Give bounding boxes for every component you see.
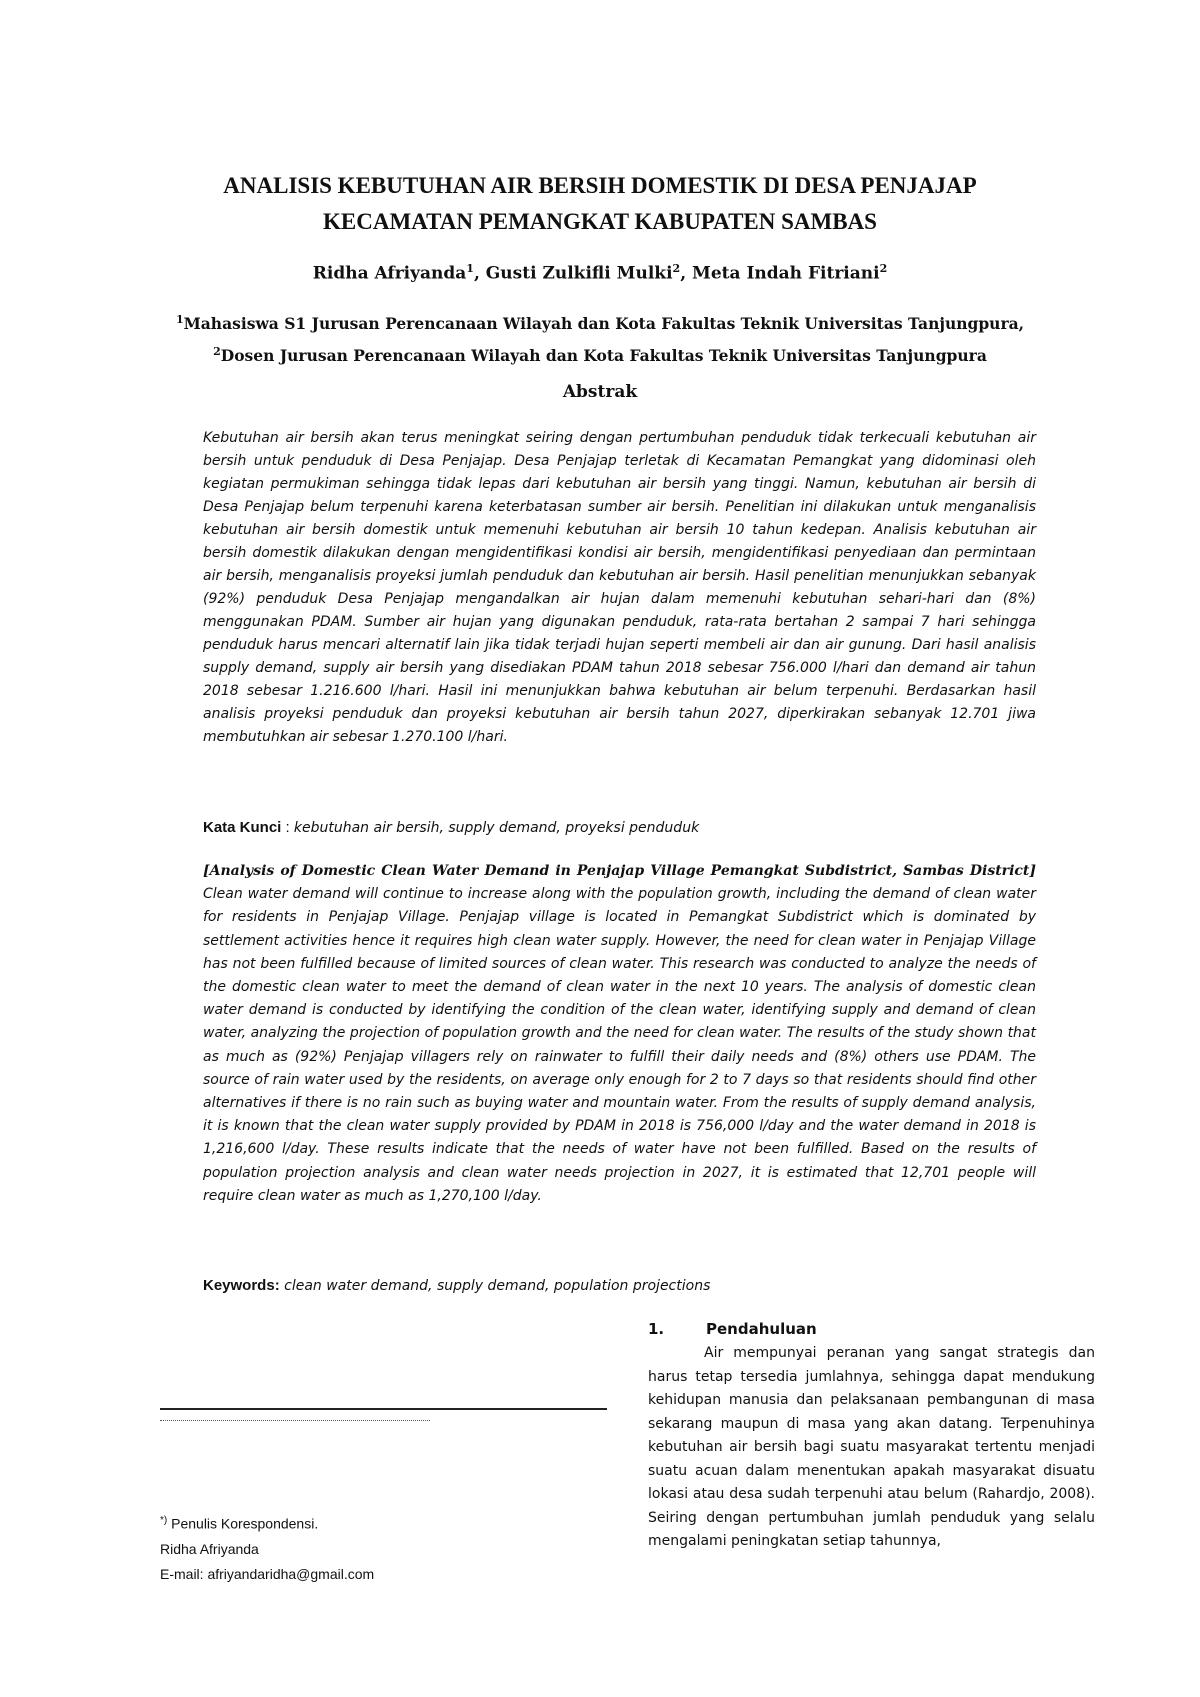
keywords-english [203, 1275, 1036, 1297]
keywords-label: Keywords: [203, 1277, 280, 1294]
section-number: 1. [648, 1320, 665, 1338]
footnote-separator [160, 1408, 607, 1410]
abstract-english [203, 860, 1036, 1208]
paper-title [120, 168, 1080, 240]
footnote [160, 1508, 600, 1587]
footnote-dotted-line [160, 1420, 430, 1421]
author-name: Gusti Zulkifli Mulki [485, 263, 673, 284]
abstract-english-title: [Analysis of Domestic Clean Water Demand in Penjajap Village Pemangkat Subdistrict, Sambas District] [203, 863, 1036, 879]
abstract-english-text: Clean water demand will continue to increase along with the population growth, including the demand of clean water for residents in Penjajap Village. Penjajap village is located in Pemangkat Subdistrict which is dominated by settlement activities hence it requires high clean water supply. However, the need for clean water in Penjajap Village has not been fulfilled because of limited sources of clean water. This research was conducted to analyze the needs of the domestic clean water to meet the demand of clean water in the next 10 years. The analysis of domestic clean water demand is conducted by identifying the condition of the clean water, identifying supply and demand of clean water, analyzing the projection of population growth and the need for clean water. The results of the study shown that as much as (92%) Penjajap villagers rely on rainwater to fulfill their daily needs and (8%) others use PDAM. The source of rain water used by the residents, on average only enough for 2 to 7 days so that residents should find other alternatives if there is no rain such as buying water and mountain water. From the results of supply demand analysis, it is known that the clean water supply provided by PDAM in 2018 is 756,000 l/day and the water demand in 2018 is 1,216,600 l/day. These results indicate that the needs of water have not been fulfilled. Based on the results of population projection analysis and clean water needs projection in 2027, it is estimated that 12,701 people will require clean water as much as 1,270,100 l/day. [203, 886, 1036, 1204]
title-line-1: ANALISIS KEBUTUHAN AIR BERSIH DOMESTIK DI DESA PENJAJAP [223, 173, 977, 198]
keywords-text: clean water demand, supply demand, population projections [279, 1278, 711, 1294]
author-affiliation-mark: 2 [879, 262, 888, 275]
footnote-author: Ridha Afriyanda [160, 1540, 259, 1557]
author-affiliation-mark: 2 [672, 262, 681, 275]
author-affiliation-mark: 1 [466, 262, 474, 275]
author-name: Meta Indah Fitriani [692, 263, 880, 284]
section-body: Air mempunyai peranan yang sangat strategis dan harus tetap tersedia jumlahnya, sehingga dapat mendukung kehidupan manusia dan pelaksanaan pembangunan di masa sekarang maupun di masa yang akan datang. Terpenuhinya kebutuhan air bersih bagi suatu masyarakat tertentu menjadi suatu acuan dalam menentukan apakah masyarakat disuatu lokasi atau desa sudah terpenuhi atau belum (Rahardjo, 2008). Seiring dengan pertumbuhan jumlah penduduk yang selalu mengalami peningkatan setiap tahunnya, [648, 1345, 1095, 1549]
abstract-heading: Abstrak [562, 382, 638, 402]
author-list: Ridha Afriyanda$^1$, Gusti Zulkifli Mulki$^2$, Meta Indah Fitriani$^2$ [312, 262, 888, 284]
section-title: Pendahuluan [706, 1320, 817, 1338]
footnote-marker: *) [160, 1515, 168, 1526]
title-line-2: KECAMATAN PEMANGKAT KABUPATEN SAMBAS [323, 209, 877, 234]
affiliation-2: $^2$Dosen Jurusan Perencanaan Wilayah dan Kota Fakultas Teknik Universitas Tanjungpura [213, 345, 987, 366]
abstract-indonesian: Kebutuhan air bersih akan terus meningkat seiring dengan pertumbuhan penduduk tidak terkecuali kebutuhan air bersih untuk penduduk di Desa Penjajap. Desa Penjajap terletak di Kecamatan Pemangkat yang didominasi oleh kegiatan permukiman sehingga tidak lepas dari kebutuhan air bersih yang tinggi. Namun, kebutuhan air bersih di Desa Penjajap belum terpenuhi karena keterbatasan sumber air bersih. Penelitian ini dilakukan untuk menganalisis kebutuhan air bersih domestik untuk memenuhi kebutuhan air bersih 10 tahun kedepan. Analisis kebutuhan air bersih domestik dilakukan dengan mengidentifikasi kondisi air bersih, mengidentifikasi penyediaan dan permintaan air bersih, menganalisis proyeksi jumlah penduduk dan kebutuhan air bersih. Hasil penelitian menunjukkan sebanyak (92%) penduduk Desa Penjajap mengandalkan air hujan dalam memenuhi kebutuhan sehari-hari dan (8%) menggunakan PDAM. Sumber air hujan yang digunakan penduduk, rata-rata bertahan 2 sampai 7 hari sehingga penduduk harus mencari alternatif lain jika tidak terjadi hujan seperti membeli air dan air gunung. Dari hasil analisis supply demand, supply air bersih yang disediakan PDAM tahun 2018 sebesar 756.000 l/hari dan demand air tahun 2018 sebesar 1.216.600 l/hari. Hasil ini menunjukkan bahwa kebutuhan air belum terpenuhi. Berdasarkan hasil analisis proyeksi penduduk dan proyeksi kebutuhan air bersih tahun 2027, diperkirakan sebanyak 12.701 jiwa membutuhkan air sebesar 1.270.100 l/hari. [203, 430, 1036, 745]
footnote-line-1: *) Penulis Korespondensi. [160, 1515, 319, 1532]
keywords-label: Kata Kunci [203, 819, 282, 836]
keywords-text: kebutuhan air bersih, supply demand, proyeksi penduduk [293, 820, 700, 836]
keywords-indonesian [203, 817, 1036, 839]
affiliation-1: $^1$Mahasiswa S1 Jurusan Perencanaan Wilayah dan Kota Fakultas Teknik Universitas Tanjungpura, [175, 313, 1025, 334]
section-heading [648, 1318, 1095, 1340]
section-introduction [648, 1318, 1095, 1554]
affiliations [100, 306, 1100, 370]
author-name: Ridha Afriyanda [312, 263, 467, 284]
keywords-separator: : [281, 819, 294, 836]
footnote-email[interactable]: E-mail: afriyandaridha@gmail.com [160, 1565, 375, 1582]
